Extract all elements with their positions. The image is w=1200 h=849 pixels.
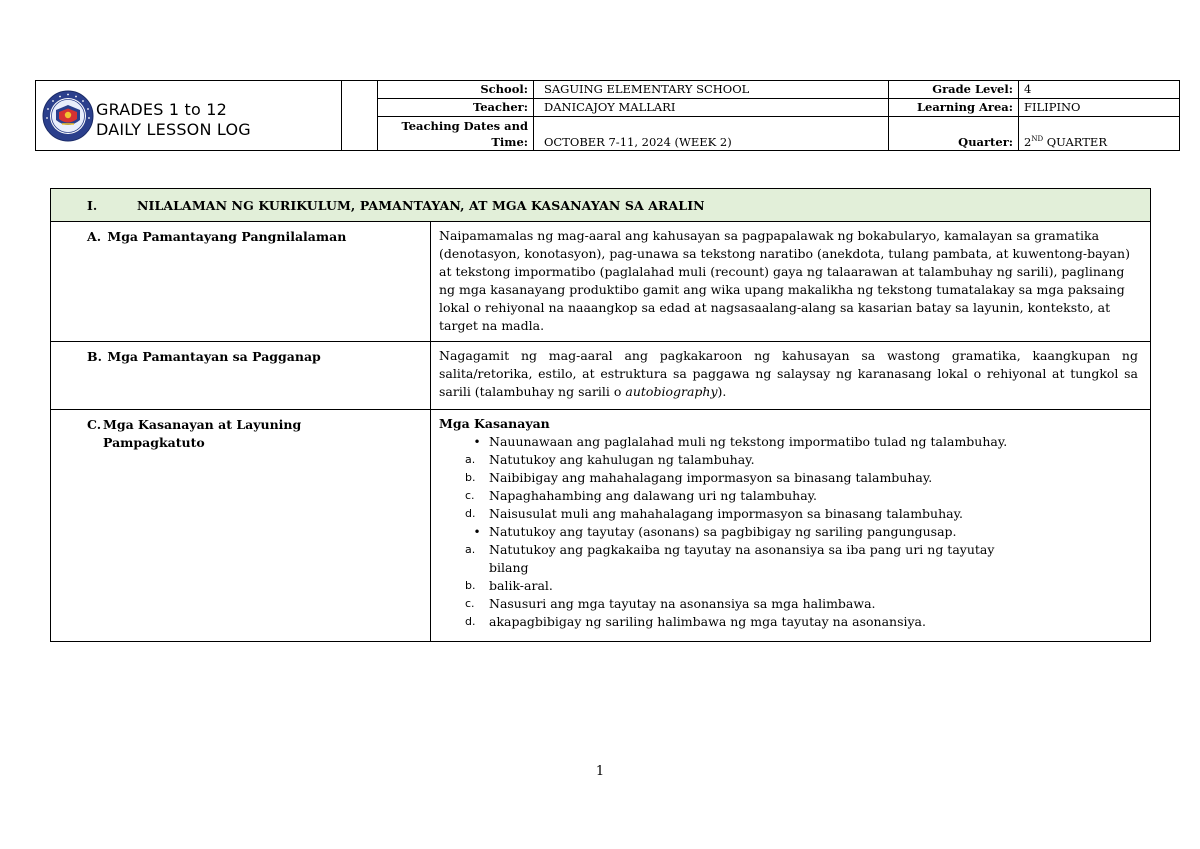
dates-label-line2: Time: xyxy=(491,135,528,149)
row-b-content-post: ). xyxy=(717,384,727,399)
deped-seal-icon xyxy=(42,90,94,142)
list-item xyxy=(439,487,1138,505)
list-item-marker: a. xyxy=(465,453,476,466)
list-item xyxy=(439,541,1138,559)
teacher-value: DANICAJOY MALLARI xyxy=(534,99,889,116)
quarter-value-num: 2 xyxy=(1024,135,1032,149)
row-performance-standards xyxy=(51,342,1150,410)
row-learning-competencies xyxy=(51,410,1150,641)
teacher-label: Teacher: xyxy=(377,99,534,116)
row-c-label-line1: Mga Kasanayan at Layuning xyxy=(103,417,302,432)
school-label: School: xyxy=(377,81,534,98)
bullet-icon: • xyxy=(473,525,481,539)
list-item-text: Napaghahambing ang dalawang uri ng talambuhay. xyxy=(489,488,818,503)
lesson-table xyxy=(50,188,1151,642)
page-number: 1 xyxy=(595,764,605,779)
section-heading xyxy=(51,189,1150,222)
row-c-label-cell xyxy=(51,410,431,641)
list-item xyxy=(439,613,1138,631)
list-item xyxy=(439,469,1138,487)
row-b-letter: B. xyxy=(87,349,102,364)
list-item-text: Naisusulat muli ang mahahalagang impormasyon sa binasang talambuhay. xyxy=(489,506,963,521)
header-row-dates xyxy=(377,117,1179,150)
header-brand-cell xyxy=(36,81,342,150)
row-c-content xyxy=(431,410,1150,641)
dates-label-line1: Teaching Dates and xyxy=(401,119,528,133)
header-spacer-cell xyxy=(341,81,378,150)
grade-level-label: Grade Level: xyxy=(889,81,1019,98)
row-a-label-cell xyxy=(51,222,431,341)
list-item-continuation-text: bilang xyxy=(489,560,529,575)
learning-area-value: FILIPINO xyxy=(1024,100,1081,114)
list-item-continuation xyxy=(439,559,1138,577)
learning-area-label: Learning Area: xyxy=(889,99,1019,116)
row-b-content-pre: Nagagamit ng mag-aaral ang pagkakaroon ng kahusayan sa wastong gramatika, kaangkupan ng salita/retorika, estilo, at estruktura sa paggawa ng salaysay ng karanasang lokal o rehiyonal at tungkol sa sarili (talambuhay ng sarili o xyxy=(439,348,1138,399)
row-content-standards xyxy=(51,222,1150,342)
row-a-label: Mga Pamantayang Pangnilalaman xyxy=(107,229,347,244)
row-b-content-italic: autobiography xyxy=(625,384,718,399)
competency-bullet-1 xyxy=(439,433,1138,451)
header-title-line1: GRADES 1 to 12 xyxy=(96,100,228,119)
competency-bullet-2 xyxy=(439,523,1138,541)
dates-value-cell xyxy=(534,117,889,150)
quarter-label-cell xyxy=(889,117,1019,150)
list-item xyxy=(439,595,1138,613)
quarter-value-rest: QUARTER xyxy=(1043,135,1107,149)
row-a-content: Naipamamalas ng mag-aaral ang kahusayan sa pagpapalawak ng bokabularyo, kamalayan sa gramatika (denotasyon, konotasyon), pag-unawa sa tekstong naratibo (anekdota, tulang pambata, at kuwentong-bayan) at tekstong impormatibo (paglalahad muli (recount) gaya ng talaarawan at talambuhay ng sarili), paglinang ng mga kasanayang produktibo gamit ang wika upang makalikha ng tekstong tumatalakay sa mga paksaing lokal o rehiyonal na naaangkop sa edad at nagsasaalang-alang sa kasarian batay sa layunin, konteksto, at target na madla. xyxy=(439,228,1130,333)
list-item xyxy=(439,505,1138,523)
list-item-text: Nasusuri ang mga tayutay na asonansiya sa mga halimbawa. xyxy=(489,596,876,611)
dates-label xyxy=(377,117,534,150)
list-item-marker: a. xyxy=(465,543,476,556)
list-item xyxy=(439,451,1138,469)
header-row-school xyxy=(377,81,1179,99)
list-item-text: Natutukoy ang pagkakaiba ng tayutay na asonansiya sa iba pang uri ng tayutay xyxy=(489,542,995,557)
list-item-marker: b. xyxy=(465,471,476,484)
list-item-text: akapagbibigay ng sariling halimbawa ng mga tayutay na asonansiya. xyxy=(489,614,926,629)
quarter-value xyxy=(1024,134,1179,150)
list-item-marker: c. xyxy=(465,489,475,502)
list-item-text: Natutukoy ang kahulugan ng talambuhay. xyxy=(489,452,755,467)
section-title: NILALAMAN NG KURIKULUM, PAMANTAYAN, AT MGA KASANAYAN SA ARALIN xyxy=(137,197,705,213)
grade-level-value: 4 xyxy=(1024,82,1032,96)
row-c-letter: C. xyxy=(87,417,102,432)
quarter-value-sup: ND xyxy=(1031,135,1044,144)
list-item-marker: c. xyxy=(465,597,475,610)
bullet-icon: • xyxy=(473,435,481,449)
competencies-subheading: Mga Kasanayan xyxy=(439,416,550,431)
list-item-marker: b. xyxy=(465,579,476,592)
section-number: I. xyxy=(87,197,98,213)
list-item-text: Naibibigay ang mahahalagang impormasyon sa binasang talambuhay. xyxy=(489,470,933,485)
row-a-letter: A. xyxy=(87,229,102,244)
row-c-label-line2: Pampagkatuto xyxy=(103,435,205,450)
row-b-content xyxy=(431,342,1150,409)
quarter-value-cell xyxy=(1019,117,1179,150)
competency-bullet-2-text: Natutukoy ang tayutay (asonans) sa pagbibigay ng sariling pangungusap. xyxy=(489,524,957,539)
quarter-label: Quarter: xyxy=(958,135,1013,149)
header-title-line2: DAILY LESSON LOG xyxy=(96,120,251,139)
dates-value: OCTOBER 7-11, 2024 (WEEK 2) xyxy=(544,135,732,149)
list-item-marker: d. xyxy=(465,507,476,520)
row-b-label-cell xyxy=(51,342,431,409)
list-item xyxy=(439,577,1138,595)
header-table xyxy=(35,80,1180,151)
list-item-marker: d. xyxy=(465,615,476,628)
list-item-text: balik-aral. xyxy=(489,578,553,593)
school-value: SAGUING ELEMENTARY SCHOOL xyxy=(534,81,889,98)
row-b-label: Mga Pamantayan sa Pagganap xyxy=(107,349,321,364)
header-title xyxy=(96,100,251,140)
header-row-teacher xyxy=(377,99,1179,117)
competency-bullet-1-text: Nauunawaan ang paglalahad muli ng tekstong impormatibo tulad ng talambuhay. xyxy=(489,434,1008,449)
